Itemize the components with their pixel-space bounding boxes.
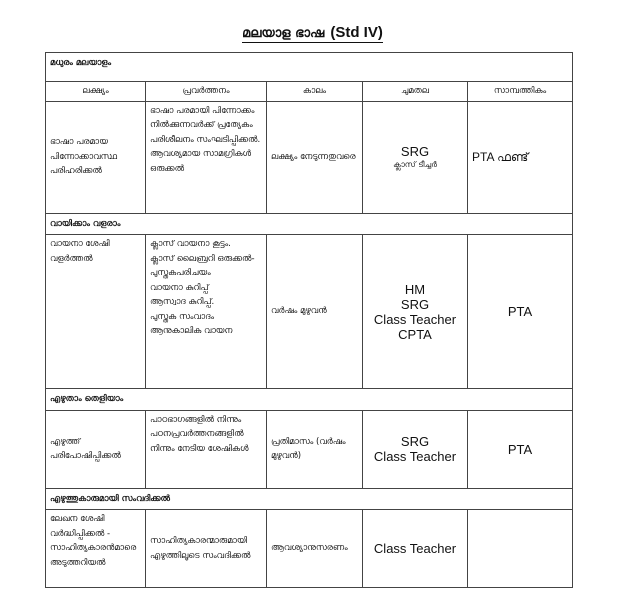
- responsibility-item: SRG: [400, 434, 430, 449]
- section-heading-row: [46, 488, 573, 510]
- finance-cell: PTA: [468, 235, 573, 389]
- period-cell: ആവശ്യാനുസരണം: [267, 510, 363, 588]
- period-cell: വർഷം മുഴുവൻ: [267, 235, 363, 389]
- table-row: [46, 510, 573, 588]
- goal-cell: ഭാഷാ പരമായ പിന്നോക്കാവസ്ഥ പരിഹരിക്കൽ: [46, 101, 146, 213]
- responsibility-item: Class Teacher: [373, 541, 457, 556]
- column-header-goal: ലക്ഷ്യം: [46, 82, 146, 102]
- responsibility-item: ക്ലാസ് ടീച്ചർ: [393, 159, 437, 169]
- section-heading: എഴുത്തുകാരുമായി സംവദിക്കൽ: [46, 488, 573, 510]
- responsibility-cell: [363, 510, 468, 588]
- activity-cell: പാഠഭാഗങ്ങളിൽ നിന്നും പഠനപ്രവർത്തനങ്ങളിൽ നിന്നും നേടിയ ശേഷികൾ: [146, 410, 267, 488]
- period-cell: പ്രതിമാസം (വർഷം മുഴുവൻ): [267, 410, 363, 488]
- section-heading-row: [46, 389, 573, 411]
- column-header-period: കാലം: [267, 82, 363, 102]
- finance-cell: PTA: [468, 410, 573, 488]
- activity-line: പുസ്തകപരിചയം: [150, 268, 211, 278]
- responsibility-item: SRG: [400, 296, 430, 312]
- table-row: [46, 235, 573, 389]
- activity-line: വായനാ കുറിപ്പ്: [150, 282, 209, 293]
- column-header-finance: സാമ്പത്തികം: [468, 82, 573, 102]
- header-row: [46, 82, 573, 102]
- title-standard: (Std IV): [330, 24, 383, 41]
- responsibility-item: HM: [404, 281, 426, 297]
- finance-cell: PTA ഫണ്ട്: [468, 101, 573, 213]
- responsibility-cell: [363, 235, 468, 389]
- goal-cell: വായനാ ശേഷി വളർത്തൽ: [46, 235, 146, 389]
- activity-cell: സാഹിത്യകാരന്മാരുമായി എഴുത്തിലൂടെ സംവദിക്കൽ: [146, 510, 267, 588]
- table-row: [46, 101, 573, 213]
- responsibility-item: CPTA: [398, 326, 432, 342]
- section-heading-row: [46, 213, 573, 235]
- activity-line: ക്ലാസ് വായനാ കൂട്ടം.: [150, 239, 231, 249]
- responsibility-cell: [363, 410, 468, 488]
- goal-cell: എഴുത്ത് പരിപോഷിപ്പിക്കൽ: [46, 410, 146, 488]
- activity-line: ആനുകാലിക വായന: [150, 326, 233, 336]
- section-heading: എഴുതാം തെളിയാം: [46, 389, 573, 411]
- period-cell: ലക്ഷ്യം നേടുന്നതുവരെ: [267, 101, 363, 213]
- activity-line: പുസ്തക സംവാദം: [150, 311, 215, 322]
- activity-line: ക്ലാസ് ലൈബ്രറി ഒരുക്കൽ-: [150, 253, 255, 264]
- column-header-responsibility: ചുമതല: [363, 82, 468, 102]
- activity-cell: [146, 235, 267, 389]
- responsibility-cell: [363, 101, 468, 213]
- column-header-activity: പ്രവർത്തനം: [146, 82, 267, 102]
- finance-cell: [468, 510, 573, 588]
- plan-table: [45, 52, 573, 588]
- responsibility-item: Class Teacher: [373, 311, 457, 327]
- title-malayalam: മലയാള ഭാഷ: [242, 26, 325, 41]
- document-title: [0, 24, 625, 41]
- table-row: [46, 410, 573, 488]
- section-heading-row: [46, 53, 573, 82]
- activity-cell: ഭാഷാ പരമായി പിന്നോക്കം നിൽക്കുന്നവർക്ക് പ്രത്യേകം പരിശീലനം സംഘടിപ്പിക്കൽ. ആവശ്യമായ സാമഗ്രികൾ ഒരുക്കൽ: [146, 101, 267, 213]
- section-heading: വായിക്കാം വളരാം: [46, 213, 573, 235]
- responsibility-item: SRG: [400, 143, 430, 159]
- activity-line: ആസ്വാദ കുറിപ്പ്.: [150, 297, 215, 307]
- responsibility-item: Class Teacher: [373, 449, 457, 464]
- section-heading: മധുരം മലയാളം: [46, 53, 573, 82]
- goal-cell: ലേഖന ശേഷി വർദ്ധിപ്പിക്കൽ - സാഹിത്യകാരൻമാരെ അടുത്തറിയൽ: [46, 510, 146, 588]
